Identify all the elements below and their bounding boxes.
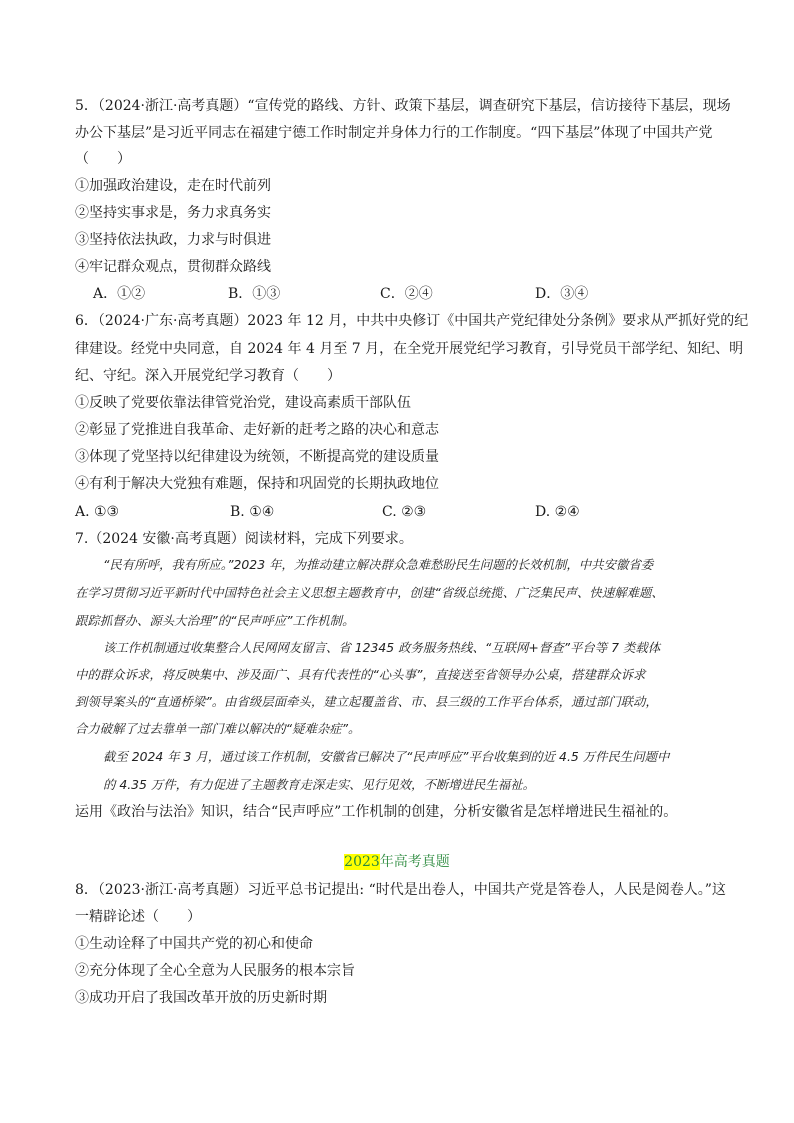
section-heading (0, 852, 794, 872)
q7-question: 运用《政治与法治》知识，结合“民声呼应”工作机制的创建，分析安徽省是怎样增进民生福祉的。 (75, 804, 678, 820)
q6-option-b[interactable]: B. ①④ (230, 504, 275, 520)
q6-statement-1: ①反映了党要依靠法律管党治党，建设高素质干部队伍 (75, 395, 411, 411)
q6-statement-4: ④有利于解决大党独有难题，保持和巩固党的长期执政地位 (75, 476, 439, 492)
q6-statement-2: ②彰显了党推进自我革命、走好新的赶考之路的决心和意志 (75, 422, 439, 438)
q6-stem-line-2: 律建设。经党中央同意，自 2024 年 4 月至 7 月，在全党开展党纪学习教育，引导党员干部学纪、知纪、明 (75, 341, 744, 357)
q5-option-b[interactable]: B．①③ (228, 286, 281, 302)
q5-statement-3: ③坚持依法执政，力求与时俱进 (75, 232, 271, 248)
q5-option-a[interactable]: A．①② (93, 286, 146, 302)
q6-statement-3: ③体现了党坚持以纪律建设为统领，不断提高党的建设质量 (75, 449, 439, 465)
q5-option-c[interactable]: C．②④ (380, 286, 433, 302)
q7-material-line-4: 该工作机制通过收集整合人民网网友留言、省 12345 政务服务热线、“互联网+督查”平台等 7 类载体 (103, 640, 661, 655)
q5-stem-line-3: （ ） (75, 151, 131, 167)
section-year: 2023 (344, 854, 380, 870)
q8-stem-line-1: 8．（2023·浙江·高考真题）习近平总书记提出: “时代是出卷人，中国共产党是答卷人，人民是阅卷人。”这 (75, 882, 726, 898)
q8-stem-line-2: 一精辟论述（ ） (75, 909, 201, 925)
q7-material-line-8: 截至 2024 年 3 月，通过该工作机制，安徽省已解决了“民声呼应”平台收集到的近 4.5 万件民生问题中 (103, 749, 670, 764)
q7-material-line-5: 中的群众诉求，将反映集中、涉及面广、具有代表性的“心头事”，直接送至省领导办公桌，搭建群众诉求 (75, 667, 646, 682)
q5-statement-4: ④牢记群众观点，贯彻群众路线 (75, 259, 271, 275)
q6-option-c[interactable]: C. ②③ (382, 504, 427, 520)
q8-statement-2: ②充分体现了全心全意为人民服务的根本宗旨 (75, 963, 355, 979)
q5-stem-line-2: 办公下基层”是习近平同志在福建宁德工作时制定并身体力行的工作制度。“四下基层”体现了中国共产党 (75, 125, 713, 141)
q6-stem-line-3: 纪、守纪。深入开展党纪学习教育（ ） (75, 368, 341, 384)
q6-option-d[interactable]: D. ②④ (535, 504, 580, 520)
q7-stem: 7.（2024 安徽·高考真题）阅读材料，完成下列要求。 (75, 531, 413, 547)
q8-statement-3: ③成功开启了我国改革开放的历史新时期 (75, 990, 327, 1006)
q6-stem-line-1: 6．（2024·广东·高考真题）2023 年 12 月，中共中央修订《中国共产党纪律处分条例》要求从严抓好党的纪 (75, 313, 749, 329)
q7-material-line-2: 在学习贯彻习近平新时代中国特色社会主义思想主题教育中，创建“省级总统揽、广泛集民声、快速解难题、 (75, 585, 664, 600)
q7-material-line-1: “民有所呼，我有所应。”2023 年，为推动建立解决群众急难愁盼民生问题的长效机制，中共安徽省委 (103, 557, 654, 572)
q5-statement-2: ②坚持实事求是，务力求真务实 (75, 205, 271, 221)
q7-material-line-7: 合力破解了过去靠单一部门难以解决的“疑难杂症”。 (75, 721, 361, 736)
q6-option-a[interactable]: A. ①③ (75, 504, 120, 520)
q8-statement-1: ①生动诠释了中国共产党的初心和使命 (75, 936, 313, 952)
section-title-text: 年高考真题 (379, 854, 450, 870)
q7-material-line-6: 到领导案头的“直通桥梁”。由省级层面牵头，建立起覆盖省、市、县三级的工作平台体系，通过部门联动， (75, 694, 658, 709)
q5-stem-line-1: 5．（2024·浙江·高考真题）“宣传党的路线、方针、政策下基层，调查研究下基层，信访接待下基层，现场 (75, 98, 731, 114)
q5-option-d[interactable]: D．③④ (535, 286, 589, 302)
q7-material-line-3: 跟踪抓督办、源头大治理”的“民声呼应”工作机制。 (75, 613, 355, 628)
q7-material-line-9: 的 4.35 万件，有力促进了主题教育走深走实、见行见效，不断增进民生福祉。 (103, 777, 535, 792)
q5-statement-1: ①加强政治建设，走在时代前列 (75, 178, 271, 194)
